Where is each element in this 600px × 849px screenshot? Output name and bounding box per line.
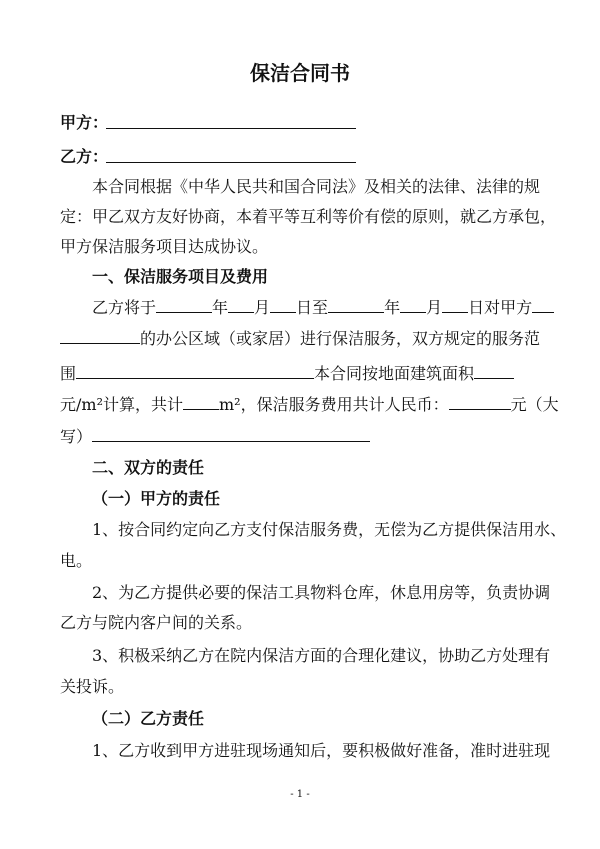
party-a-duty-1-line-1: 1、按合同约定向乙方支付保洁服务费，无偿为乙方提供保洁用水、 [92,520,567,539]
party-b-duty-1-line-1: 1、乙方收到甲方进驻现场通知后，要积极做好准备，准时进驻现 [92,741,551,760]
service-area-line: 的办公区域（或家居）进行保洁服务，双方规定的服务范 [60,328,540,350]
party-a-duty-3-line-2: 关投诉。 [60,677,125,696]
start-month-blank [228,297,254,313]
floor-area-blank [474,363,514,379]
party-a-name-blank [532,297,554,313]
intro-line-1: 本合同根据《中华人民共和国合同法》及相关的法律、法律的规 [92,177,541,196]
area-total-blank [183,394,219,410]
intro-line-3: 甲方保洁服务项目达成协议。 [60,237,269,256]
intro-line-2: 定：甲乙双方友好协商，本着平等互利等价有偿的原则，就乙方承包， [60,207,557,226]
fee-in-words-blank [92,426,370,442]
end-month-blank [400,297,426,313]
party-b-duties-heading: （二）乙方责任 [92,709,205,728]
page-number: - 1 - [290,789,310,800]
party-b-label: 乙方： [60,147,109,166]
service-scope-line: 围 本合同按地面建筑面积 [60,363,514,385]
start-year-blank [156,297,212,313]
party-a-name-blank-cont [60,328,140,344]
section-1-heading: 一、保洁服务项目及费用 [92,267,269,286]
party-a-duties-heading: （一）甲方的责任 [92,489,221,508]
document-title: 保洁合同书 [250,61,350,85]
service-period-line: 乙方将于 年 月 日至 年 月 日对甲方 [92,297,554,319]
party-b-blank [106,162,356,163]
fee-in-words-line: 写） [60,426,370,448]
party-a-blank [106,128,356,129]
fee-line: 元/m²计算，共计 m²，保洁服务费用共计人民币： 元（大 [60,395,559,414]
party-a-duty-1-line-2: 电。 [60,551,93,570]
end-day-blank [442,297,468,313]
party-a-duty-2-line-1: 2、为乙方提供必要的保洁工具物料仓库，休息用房等，负责协调 [92,583,551,602]
party-a-label: 甲方： [60,113,109,132]
service-scope-blank [76,363,314,379]
end-year-blank [328,297,384,313]
party-a-duty-3-line-1: 3、积极采纳乙方在院内保洁方面的合理化建议，协助乙方处理有 [92,646,551,665]
party-a-duty-2-line-2: 乙方与院内客户间的关系。 [60,613,253,632]
start-day-blank [270,297,296,313]
section-2-heading: 二、双方的责任 [92,458,205,477]
fee-amount-blank [449,394,511,410]
